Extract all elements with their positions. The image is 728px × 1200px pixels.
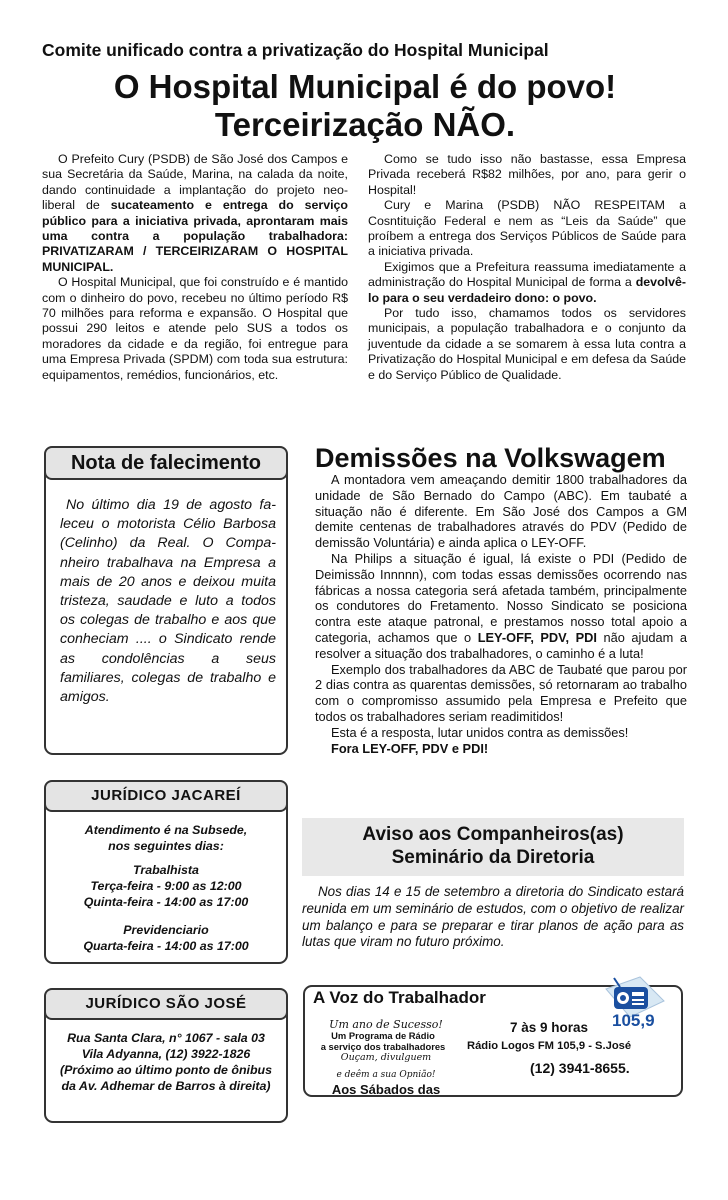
article-text-bold: LEY-OFF, PDV, PDI [477, 629, 597, 645]
lead-article-right [368, 152, 686, 383]
lead-paragraph: Por tudo isso, chamamos todos os servidores municipais, a população trabalhadora e o conjunto da juventude da cidade a se somarem à essa luta contra a Privatização do Hospital Municipal e em defesa da Saúde e do Serviço Público de Qualidade. [368, 306, 686, 382]
obituary-text: No último dia 19 de agosto faleceu o motorista Célio Barbosa (Celinho) da Real. O Companheiro trabalhava na Empresa a mais de 20 anos e deixou muita tristeza, saudade e luto a todos os colegas de trabalho e aos que conheciam .... o Sindicato rende as condolências a seus familiares, colegas de trabalho e amigos. [60, 497, 276, 706]
article-paragraph [315, 551, 687, 662]
article-paragraph: Exemplo dos trabalhadores da ABC de Taubaté que parou por 2 dias contra as quarentas demissões, só retornaram ao trabalho com o compromisso assumido pela Empresa e Prefeito que todos os trabalhadores seriam readimitidos! [315, 661, 687, 724]
lead-paragraph: O Hospital Municipal, que foi construído e é mantido com o dinheiro do povo, recebeu no último período R$ 70 milhões para reforma e expansão. O Hospital que possui 290 leitos e atende pelo SUS a todos os moradores da cidade e da região, foi entregue para uma Empresa Privada (SPDM) com toda sua estrutura: equipamentos, remédios, funcionários, etc. [42, 275, 348, 382]
radio-slogan-3: e deêm a sua Opnião! [336, 1070, 436, 1080]
lead-paragraph: Como se tudo isso não bastasse, essa Empresa Privada receberá R$82 milhões, por ano, para gerir o Hospital! [368, 152, 686, 197]
radio-logo-frequency: 105,9 [612, 1011, 655, 1030]
schedule-line: Quinta-feira - 14:00 as 17:00 [83, 895, 249, 909]
article-text: Na Philips a situação é igual, lá existe o PDI (Pedido de Deimissão Innnnn), com todas essas demissões ocorrendo nas fábricas a nossa categoria será afetada também, principalmente os condutores do Fretamento. Nosso Sindicato se posiciona contra este ataque patronal, e prestamos nosso total apoio a categoria, achamos que o [315, 550, 687, 645]
radio-title: A Voz do Trabalhador [313, 988, 486, 1007]
address-line: da Av. Adhemar de Barros à direita) [61, 1079, 271, 1093]
lead-text: O Prefeito Cury (PSDB) de São José dos Campos e sua Secretária da Saúde, Marina, na calada da noite, dando continuidade a implantação do projeto neo-liberal de [42, 152, 348, 213]
info-label: Trabalhista [133, 863, 199, 877]
info-label: Previdenciario [123, 923, 209, 937]
article-slogan: Fora LEY-OFF, PDV e PDI! [331, 740, 489, 756]
address-line: Vila Adyanna, (12) 3922-1826 [81, 1047, 251, 1061]
program-line: Um Programa de Rádio [331, 1030, 435, 1041]
article-text: não ajudam a resolver a situação dos trabalhadores, o caminho é a luta! [315, 629, 687, 661]
aviso-title-line: Seminário da Diretoria [391, 847, 595, 868]
address-line: (Próximo ao último ponto de ônibus [59, 1063, 272, 1077]
radio-slogan: Um ano de Sucesso! [329, 1018, 443, 1031]
article-paragraph: Esta é a resposta, lutar unidos contra as demissões! [331, 724, 629, 740]
obituary-title: Nota de falecimento [44, 446, 288, 480]
juridico-sj-info [46, 1030, 286, 1094]
radio-slogan-2: Ouçam, divulguem [340, 1052, 432, 1063]
headline-line-1: O Hospital Municipal é do povo! [113, 68, 617, 105]
schedule-line: Terça-feira - 9:00 as 12:00 [90, 879, 242, 893]
aviso-paragraph: Nos dias 14 e 15 de setembro a diretoria do Sindicato estará reunida em um seminário de estudos, com o objetivo de realizar um balanço e para se preparar e tirar planos de ação para as lutas que viram no futuro próximo. [302, 884, 684, 950]
radio-phone: (12) 3941-8655. [530, 1060, 630, 1076]
schedule-line: Quarta-feira - 14:00 as 17:00 [83, 939, 249, 953]
kicker: Comite unificado contra a privatização do Hospital Municipal [42, 40, 549, 60]
lead-paragraph [42, 152, 348, 275]
radio-logo [600, 975, 674, 1037]
headline [30, 68, 700, 144]
radio-hours: 7 às 9 horas [510, 1020, 589, 1035]
address-line: Rua Santa Clara, n° 1067 - sala 03 [67, 1031, 265, 1045]
volkswagen-article [315, 472, 687, 756]
juridico-jacarei-info [46, 822, 286, 954]
aviso-title-line: Aviso aos Companheiros(as) [362, 824, 624, 845]
info-line: Atendimento é na Subsede, [84, 823, 248, 837]
radio-station: Rádio Logos FM 105,9 - S.José [467, 1040, 632, 1052]
lead-paragraph: Cury e Marina (PSDB) NÃO RESPEITAM a Cosntituição Federal e nem as “Leis da Saúde” que proíbem a entrega dos Serviços Públicos de Saúde para a iniciativa privada. [368, 198, 686, 259]
lead-article-left [42, 152, 348, 383]
radio-schedule-prefix: Aos Sábados das [331, 1082, 441, 1097]
volkswagen-title: Demissões na Volkswagem [315, 443, 666, 473]
lead-text: Exigimos que a Prefeitura reassuma imediatamente a administração do Hospital Municipal de forma a [368, 259, 686, 290]
lead-paragraph [368, 260, 686, 306]
lead-text-bold: sucateamento e entrega do serviço público para a iniciativa privada, aprontaram mais uma contra a população trabalhadora: PRIVATIZARAM / TERCEIRIZARAM O HOSPITAL MUNICIPAL. [42, 198, 349, 274]
info-line: nos seguintes dias: [108, 839, 224, 853]
headline-line-2: Terceirização NÃO. [214, 106, 516, 143]
radio-program [308, 1030, 458, 1052]
aviso-title [302, 818, 684, 876]
juridico-sj-title: JURÍDICO SÃO JOSÉ [44, 988, 288, 1020]
juridico-jacarei-title: JURÍDICO JACAREÍ [44, 780, 288, 812]
article-paragraph: A montadora vem ameaçando demitir 1800 trabalhadores da unidade de São Bernado do Campo (ABC). Em taubaté a situação não é diferente. Em São José dos Campos a GM demite centenas de trabalhadores através do PDV (Pedido de demissão Voluntária) e ainda aplica o LEY-OFF. [315, 472, 687, 551]
program-line: a serviço dos trabalhadores [320, 1041, 446, 1052]
aviso-text [302, 884, 684, 951]
lead-text-bold: devolvê-lo para o seu verdadeiro dono: o povo. [368, 275, 686, 305]
